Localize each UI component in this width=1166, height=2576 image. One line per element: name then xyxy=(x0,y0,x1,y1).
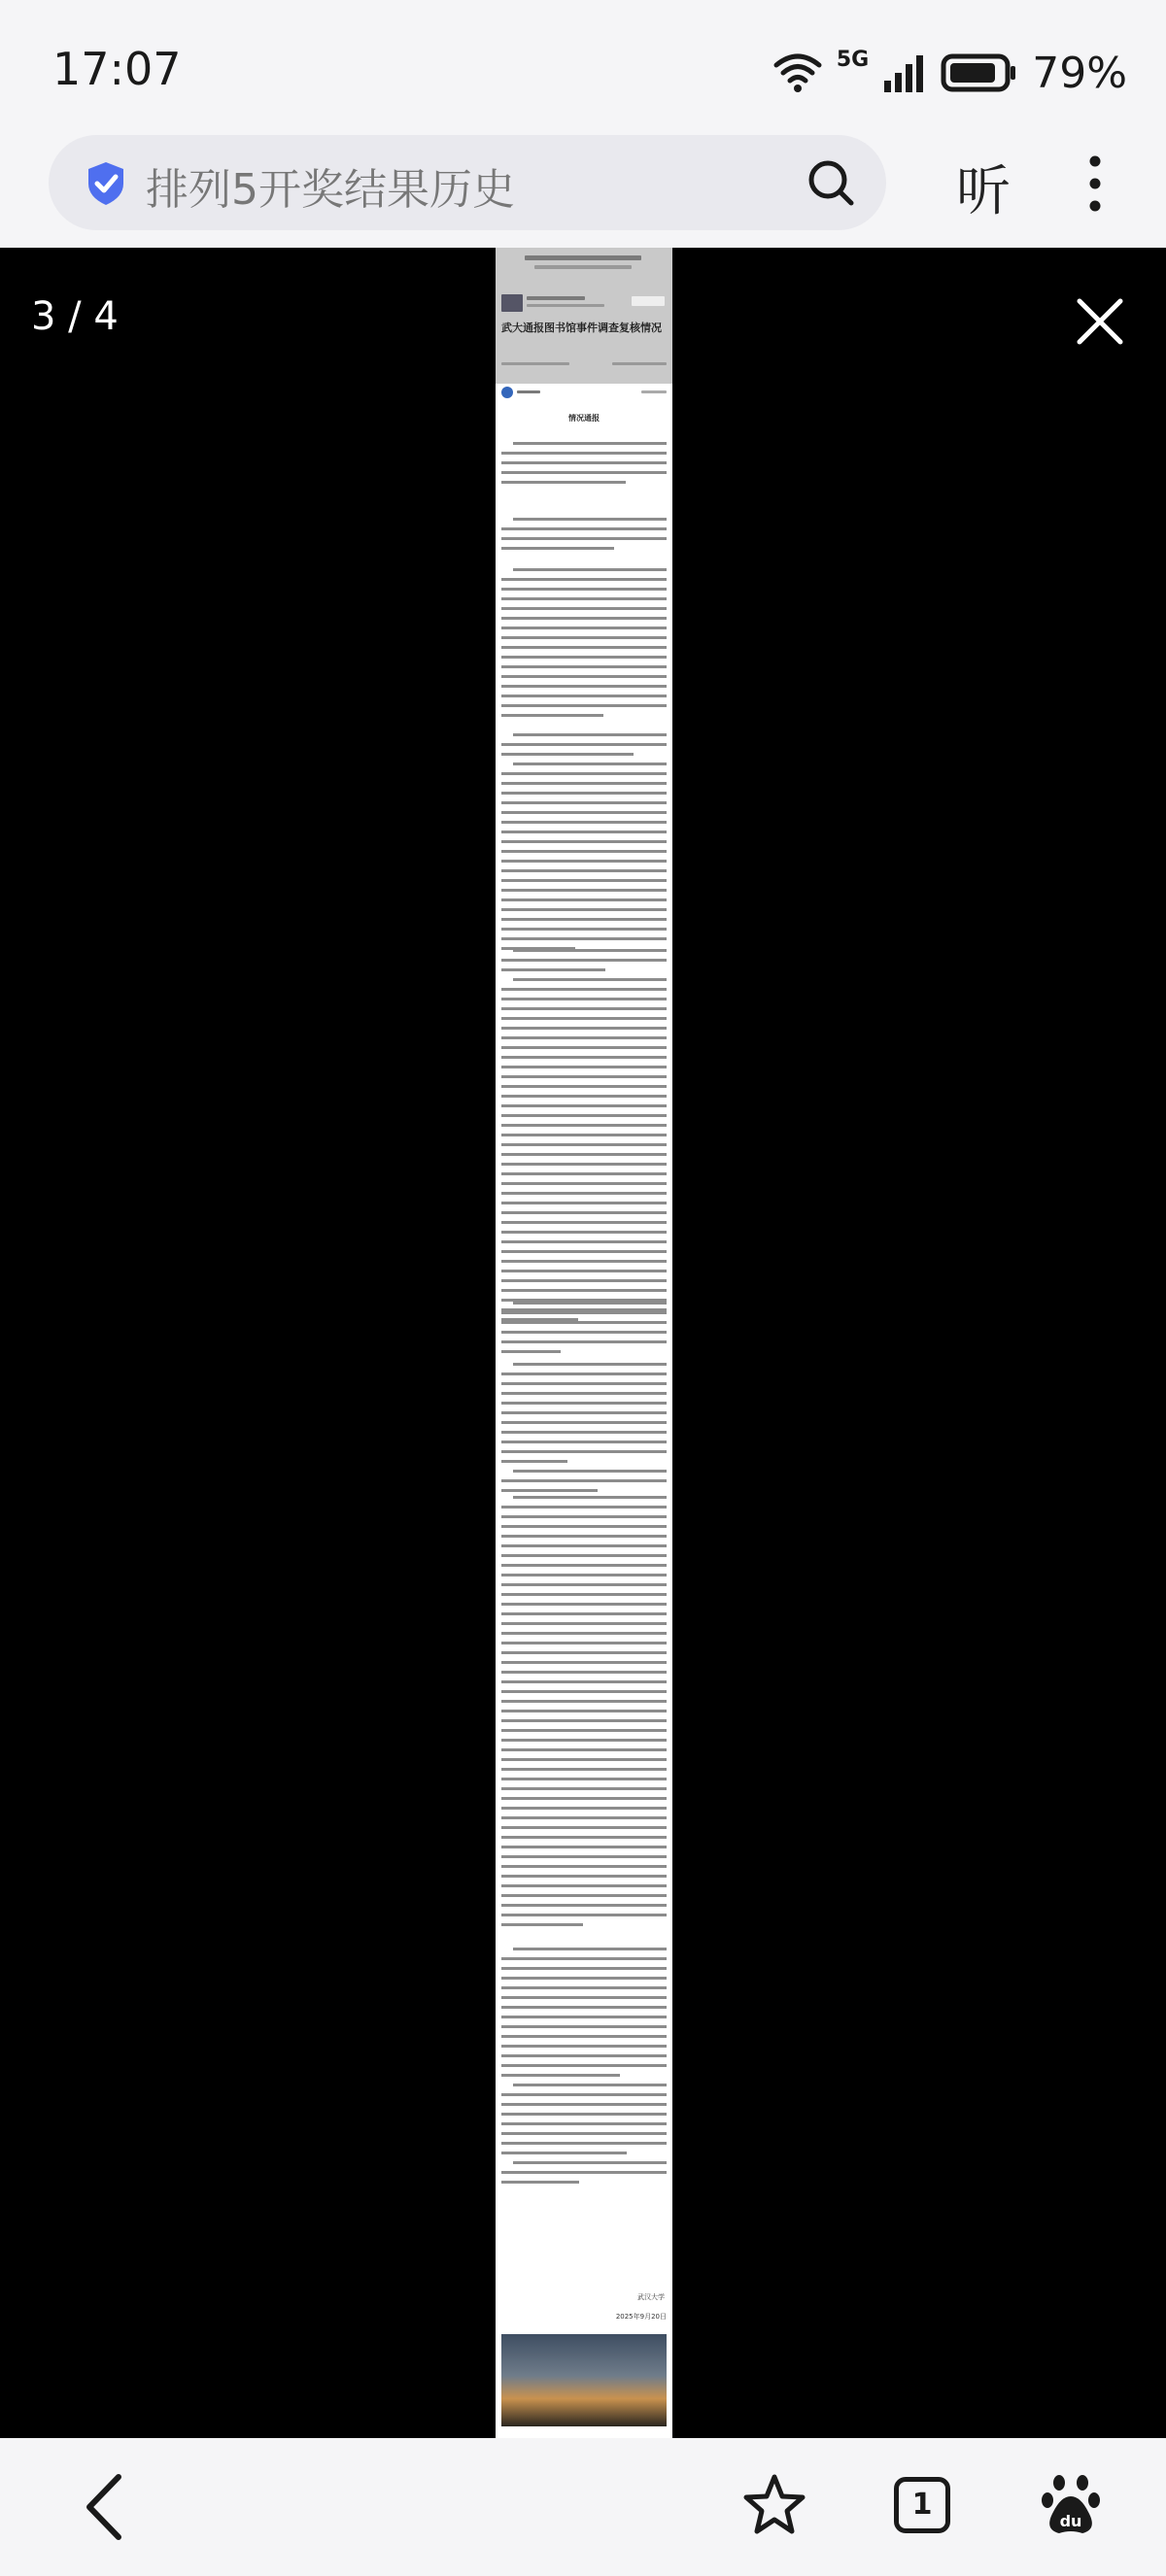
text-line xyxy=(501,1612,667,1615)
text-line xyxy=(501,1680,667,1683)
text-line xyxy=(501,1787,667,1790)
text-line xyxy=(501,1661,667,1664)
text-line xyxy=(501,1748,667,1751)
text-line xyxy=(501,1182,667,1185)
text-line xyxy=(501,1535,667,1538)
text-line xyxy=(501,1855,667,1858)
text-line xyxy=(501,1632,667,1635)
text-line xyxy=(501,743,667,746)
text-line xyxy=(501,1729,667,1732)
text-line xyxy=(501,1221,667,1224)
text-line xyxy=(501,1564,667,1567)
text-line xyxy=(501,2016,667,2018)
text-line xyxy=(501,908,667,911)
text-line xyxy=(501,1622,667,1625)
text-line xyxy=(501,1807,667,1810)
text-line xyxy=(501,1340,667,1343)
text-line xyxy=(501,1421,667,1424)
text-line xyxy=(501,1289,667,1292)
text-line xyxy=(513,518,667,521)
text-line xyxy=(513,978,667,981)
text-line xyxy=(501,928,667,931)
text-line xyxy=(501,1816,667,1819)
text-line xyxy=(513,665,667,668)
text-line xyxy=(501,2113,667,2116)
text-line xyxy=(501,547,614,550)
text-line xyxy=(501,1460,567,1463)
text-line xyxy=(501,2074,572,2077)
listen-button[interactable]: 听 xyxy=(956,160,1011,223)
text-line xyxy=(501,1143,667,1146)
text-line xyxy=(501,1046,667,1049)
text-line xyxy=(501,1996,667,1999)
baidu-paw-icon[interactable] xyxy=(1042,2473,1100,2537)
text-line xyxy=(501,1700,667,1703)
document-header xyxy=(496,248,672,384)
text-line xyxy=(513,442,667,445)
text-line xyxy=(501,578,667,581)
tab-count: 1 xyxy=(911,2488,933,2522)
text-line xyxy=(501,1202,667,1204)
text-line xyxy=(501,2045,667,2048)
text-line xyxy=(501,1967,667,1970)
text-line xyxy=(501,1914,667,1916)
text-line xyxy=(501,1758,667,1761)
text-line xyxy=(501,1441,667,1443)
close-icon[interactable] xyxy=(1075,296,1125,347)
text-line xyxy=(501,1506,667,1508)
text-line xyxy=(501,2006,667,2009)
image-viewer xyxy=(0,248,1166,2438)
text-line xyxy=(501,1017,667,1020)
text-line xyxy=(501,1957,667,1960)
text-line xyxy=(501,1642,667,1644)
battery-icon xyxy=(941,53,1018,92)
document-image[interactable] xyxy=(496,248,672,2438)
text-line xyxy=(501,1593,667,1596)
text-line xyxy=(501,2181,579,2184)
text-line xyxy=(501,1373,667,1375)
text-line xyxy=(501,918,667,921)
text-line xyxy=(501,968,605,971)
text-line xyxy=(501,1134,667,1136)
text-line xyxy=(501,1124,667,1127)
text-line xyxy=(501,801,667,804)
text-line xyxy=(501,695,667,697)
text-line xyxy=(501,879,667,882)
text-line xyxy=(513,1363,667,1366)
text-line xyxy=(501,627,667,629)
text-line xyxy=(501,1321,667,1324)
text-line xyxy=(501,753,634,756)
search-query: 排列5开奖结果历史 xyxy=(146,165,515,215)
text-line xyxy=(501,1986,667,1989)
text-line xyxy=(501,481,626,484)
page-counter: 3 / 4 xyxy=(31,294,119,339)
text-line xyxy=(501,1270,667,1272)
text-line xyxy=(501,1350,561,1353)
text-line xyxy=(501,1036,667,1039)
text-line xyxy=(501,1211,667,1214)
search-input[interactable] xyxy=(49,135,886,230)
text-line xyxy=(513,2161,667,2164)
battery-percent: 79% xyxy=(1032,48,1127,98)
text-line xyxy=(501,1382,667,1385)
text-line xyxy=(501,1250,667,1253)
text-line xyxy=(501,1778,667,1780)
text-line xyxy=(501,1153,667,1156)
author-avatar xyxy=(501,387,513,398)
text-line xyxy=(501,2142,667,2145)
text-line xyxy=(501,850,667,853)
text-line xyxy=(501,675,667,678)
text-line xyxy=(501,1066,667,1068)
text-line xyxy=(513,568,667,571)
text-line xyxy=(501,860,667,863)
text-line xyxy=(513,1470,667,1473)
text-line xyxy=(501,1104,667,1107)
text-line xyxy=(501,1450,667,1453)
text-line xyxy=(501,597,667,600)
text-line xyxy=(501,714,603,717)
text-line xyxy=(501,1515,667,1518)
text-line xyxy=(501,998,667,1000)
text-line xyxy=(513,1496,667,1499)
tabs-icon[interactable] xyxy=(894,2477,950,2533)
text-line xyxy=(501,1583,667,1586)
text-line xyxy=(501,2064,667,2067)
text-line xyxy=(501,1904,667,1907)
text-line xyxy=(501,772,667,775)
text-line xyxy=(501,1279,667,1282)
text-line xyxy=(501,1231,667,1234)
text-line xyxy=(501,2152,627,2154)
text-line xyxy=(501,959,667,962)
svg-text:du: du xyxy=(1059,2512,1082,2530)
text-line xyxy=(501,461,667,464)
text-line xyxy=(513,2054,667,2057)
status-time: 17:07 xyxy=(52,43,182,95)
status-bar xyxy=(0,0,1166,131)
text-line xyxy=(501,898,667,901)
text-line xyxy=(501,656,667,659)
text-line xyxy=(501,1027,667,1030)
document-date: 2025年9月20日 xyxy=(615,2313,667,2321)
back-icon[interactable] xyxy=(80,2473,128,2541)
text-line xyxy=(501,1894,667,1897)
search-header xyxy=(0,131,1166,248)
text-line xyxy=(501,2122,667,2125)
text-line xyxy=(501,685,667,688)
text-line xyxy=(501,988,667,991)
search-icon[interactable] xyxy=(806,158,855,207)
text-line xyxy=(501,1719,667,1722)
text-line xyxy=(501,1884,667,1887)
text-line xyxy=(513,949,667,952)
text-line xyxy=(501,1085,667,1088)
text-line xyxy=(501,937,667,940)
more-vertical-icon[interactable] xyxy=(1080,154,1110,213)
text-line xyxy=(501,869,667,872)
text-line xyxy=(501,2171,667,2174)
text-line xyxy=(501,704,667,707)
bottom-nav xyxy=(0,2438,1166,2576)
text-line xyxy=(501,1826,667,1829)
text-line xyxy=(501,811,667,814)
text-line xyxy=(501,471,667,474)
status-icons xyxy=(772,39,1127,107)
text-line xyxy=(501,452,667,455)
text-line xyxy=(501,1240,667,1243)
text-line xyxy=(501,1392,667,1395)
text-line xyxy=(501,2103,667,2106)
star-icon[interactable] xyxy=(742,2473,806,2537)
text-line xyxy=(501,646,667,649)
text-line xyxy=(501,1544,667,1547)
text-line xyxy=(501,1651,667,1654)
text-line xyxy=(501,1007,667,1010)
text-line xyxy=(501,1710,667,1712)
text-line xyxy=(501,1865,667,1868)
text-line xyxy=(501,1431,667,1434)
text-line xyxy=(501,1671,667,1674)
text-line xyxy=(501,821,667,824)
text-line xyxy=(501,1095,667,1098)
text-line xyxy=(501,1489,598,1492)
text-line xyxy=(501,1797,667,1800)
text-line xyxy=(501,1875,667,1878)
text-line xyxy=(501,1574,667,1576)
text-line xyxy=(501,1311,667,1314)
text-line xyxy=(501,1114,667,1117)
text-line xyxy=(501,607,667,610)
text-line xyxy=(501,537,667,540)
text-line xyxy=(501,1075,667,1078)
text-line xyxy=(501,2025,667,2028)
text-line xyxy=(501,636,667,639)
document-heading: 情况通报 xyxy=(568,414,600,423)
text-line xyxy=(501,1479,667,1482)
text-line xyxy=(501,1402,667,1405)
text-line xyxy=(513,1948,667,1950)
text-line xyxy=(501,1836,667,1839)
network-label: 5G xyxy=(836,47,870,72)
wifi-icon xyxy=(772,51,823,94)
text-line xyxy=(513,763,667,765)
text-line xyxy=(501,792,667,795)
text-line xyxy=(501,2132,667,2135)
text-line xyxy=(501,2035,667,2038)
text-line xyxy=(501,1554,667,1557)
text-line xyxy=(501,1056,667,1059)
text-line xyxy=(501,527,667,530)
text-line xyxy=(501,840,667,843)
text-line xyxy=(501,889,667,892)
text-line xyxy=(501,1977,667,1980)
text-line xyxy=(501,617,667,620)
text-line xyxy=(501,1603,667,1606)
text-line xyxy=(501,1846,667,1848)
document-title: 武大通报图书馆事件调查复核情况 xyxy=(501,322,662,334)
text-line xyxy=(513,733,667,736)
signal-icon xyxy=(882,53,927,92)
text-line xyxy=(501,1923,583,1926)
text-line xyxy=(501,1260,667,1263)
text-line xyxy=(501,1192,667,1195)
text-line xyxy=(501,588,667,591)
document-signature: 武汉大学 xyxy=(637,2293,665,2301)
text-line xyxy=(501,1768,667,1771)
text-line xyxy=(501,1739,667,1742)
text-line xyxy=(501,2093,667,2096)
text-line xyxy=(513,1302,667,1305)
text-line xyxy=(513,2084,667,2086)
text-line xyxy=(501,1411,667,1414)
shield-icon xyxy=(86,160,126,207)
document-photo xyxy=(501,2334,667,2426)
text-line xyxy=(501,1690,667,1693)
text-line xyxy=(501,1331,667,1334)
text-line xyxy=(501,782,667,785)
text-line xyxy=(501,1163,667,1166)
text-line xyxy=(501,1172,667,1175)
text-line xyxy=(501,1525,667,1528)
text-line xyxy=(501,830,667,833)
